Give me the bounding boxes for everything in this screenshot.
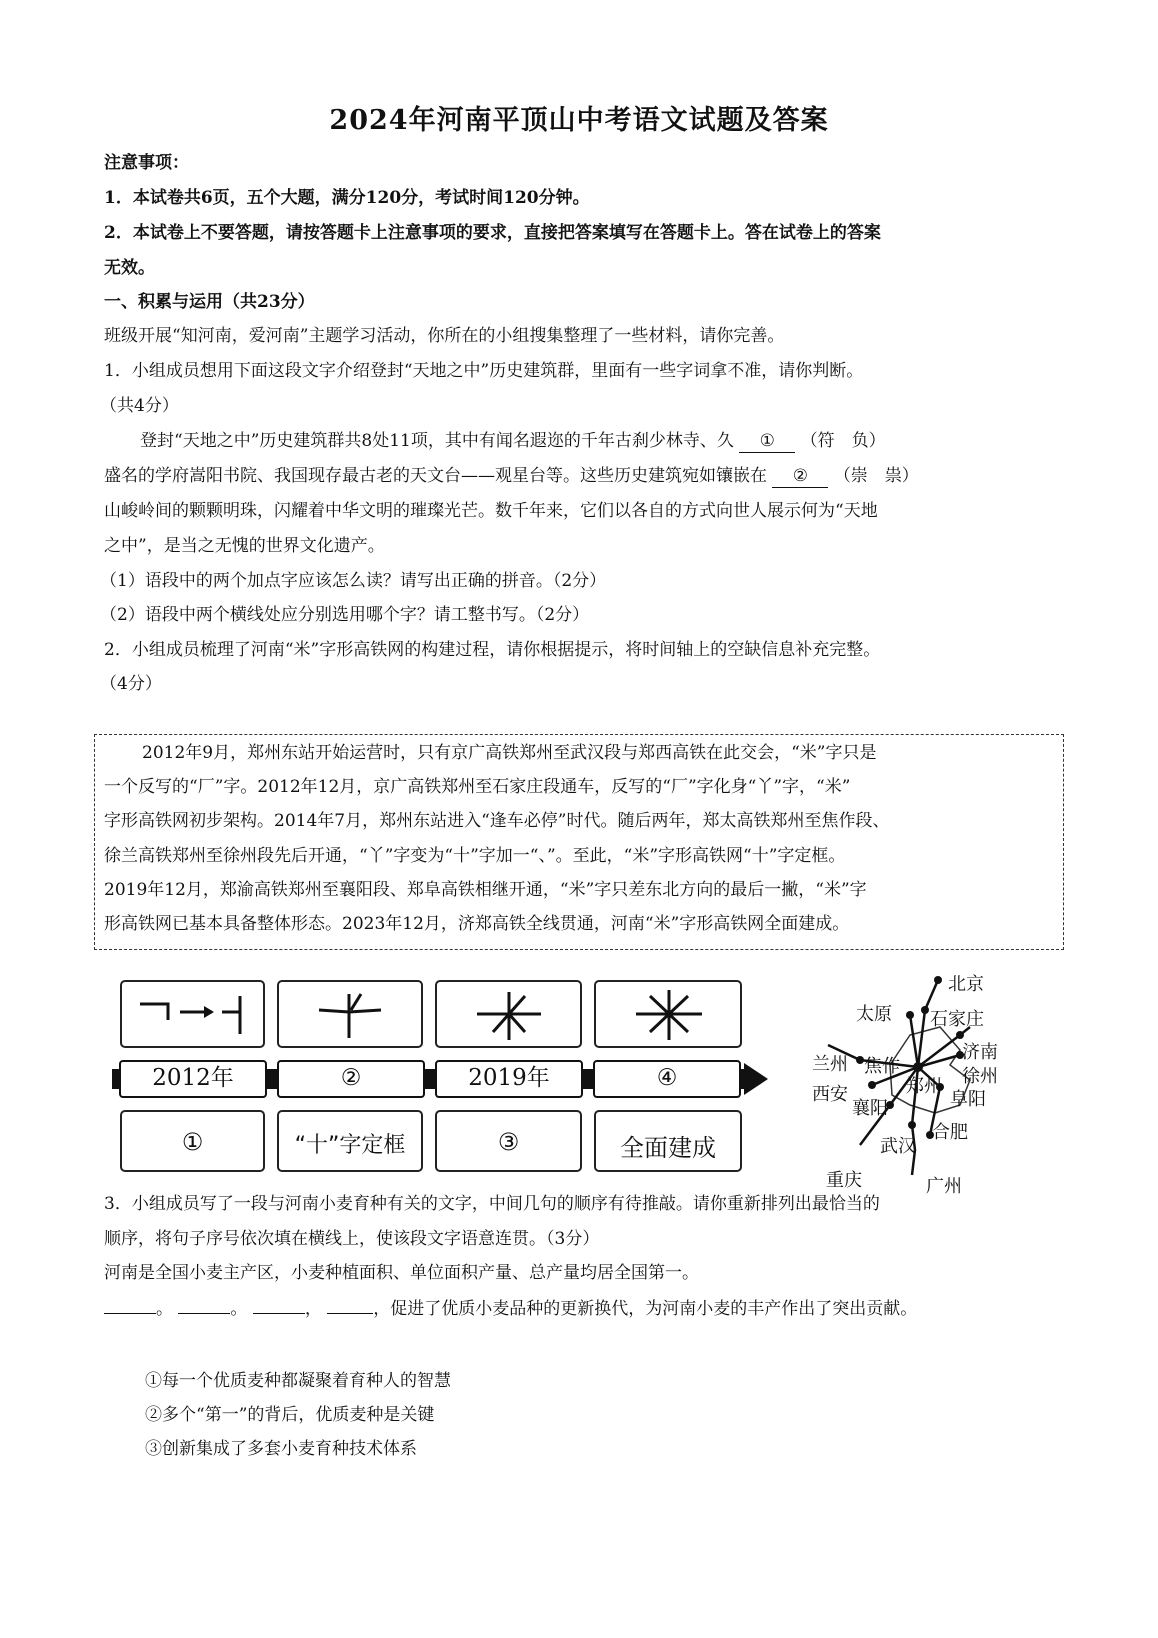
q1-passage-line-2: [104, 465, 919, 488]
q3-option-3: ③创新集成了多套小麦育种技术体系: [145, 1439, 417, 1459]
q2-box-line-4: 徐兰高铁郑州至徐州段先后开通，“丫”字变为“十”字加一“、”。至此，“米”字形高铁网“十”字定框。: [104, 846, 846, 866]
notice-item-1: 1．本试卷共6页，五个大题，满分120分，考试时间120分钟。: [104, 188, 590, 208]
notice-heading: 注意事项：: [104, 153, 189, 173]
q2-score: （4分）: [100, 674, 162, 694]
q1-stem: 1．小组成员想用下面这段文字介绍登封“天地之中”历史建筑群，里面有一些字词拿不准，请你判断。: [104, 361, 864, 381]
glyph-box-2: [277, 980, 423, 1048]
timeline-node-2: ②: [340, 1065, 362, 1091]
q1-sub-2: （2）语段中两个横线处应分别选用哪个字？请工整书写。（2分）: [100, 605, 590, 625]
map-label-lanzhou: 兰州: [812, 1054, 848, 1075]
glyph-mi-icon: [596, 982, 740, 1046]
q1-passage-line-3: 山峻岭间的颗颗明珠，闪耀着中华文明的璀璨光芒。数千年来，它们以各自的方式向世人展示何为“天地: [104, 501, 878, 521]
glyph-box-4: [594, 980, 742, 1048]
punct: 。: [230, 1299, 248, 1319]
q2-box-line-6: 形高铁网已基本具备整体形态。2023年12月，济郑高铁全线贯通，河南“米”字形高铁网全面建成。: [104, 914, 850, 934]
notice-item-2: 2．本试卷上不要答题，请按答题卡上注意事项的要求，直接把答案填写在答题卡上。答在试卷上的答案: [104, 223, 881, 243]
q2-box-line-1: 2012年9月，郑州东站开始运营时，只有京广高铁郑州至武汉段与郑西高铁在此交会，“米”字只是: [142, 743, 877, 763]
timeline-info-3: [435, 1110, 582, 1172]
timeline-info-2-text: “十”字定框: [294, 1133, 406, 1158]
map-label-xuzhou: 徐州: [962, 1066, 998, 1087]
q1-passage-text: 登封“天地之中”历史建筑群共8处11项，其中有闻名遐迩的千年古刹少林寺、久: [140, 431, 734, 451]
timeline-info-1: [120, 1110, 265, 1172]
answer-blank-1[interactable]: [104, 1313, 156, 1314]
timeline-info-2: [277, 1110, 423, 1172]
notice-item-2-cont: 无效。: [104, 258, 155, 278]
map-label-xiangyang: 襄阳: [852, 1098, 888, 1119]
timeline-info-3-text: ③: [497, 1128, 520, 1156]
page-title: 2024年河南平顶山中考语文试题及答案: [329, 105, 829, 136]
blank-2: ②: [772, 465, 828, 488]
blank-1-options: （符 负）: [800, 431, 886, 451]
timeline-info-1-text: ①: [181, 1128, 204, 1156]
glyph-ya-icon: [279, 982, 421, 1046]
section-intro: 班级开展“知河南，爱河南”主题学习活动，你所在的小组搜集整理了一些材料，请你完善。: [104, 326, 785, 346]
timeline-info-4-text: 全面建成: [620, 1134, 716, 1162]
q3-lead: 河南是全国小麦主产区，小麦种植面积、单位面积产量、总产量均居全国第一。: [104, 1263, 699, 1283]
q3-stem: 3．小组成员写了一段与河南小麦育种有关的文字，中间几句的顺序有待推敲。请你重新排列出最恰当的: [104, 1194, 880, 1214]
punct: 。: [156, 1299, 173, 1319]
section-heading: 一、积累与运用（共23分）: [104, 292, 315, 312]
q1-passage-text: 盛名的学府嵩阳书院、我国现存最古老的天文台——观星台等。这些历史建筑宛如镶嵌在: [104, 466, 767, 486]
map-label-shijiazhuang: 石家庄: [930, 1009, 984, 1030]
map-label-beijing: 北京: [948, 974, 984, 995]
glyph-box-3: [435, 980, 582, 1048]
q2-box-line-3: 字形高铁网初步架构。2014年7月，郑州东站进入“逢车必停”时代。随后两年，郑太高铁郑州至焦作段、: [104, 811, 890, 831]
timeline-node-3: 2019年: [468, 1065, 550, 1091]
blank-1: ①: [739, 430, 795, 453]
answer-blank-4[interactable]: [327, 1313, 373, 1314]
glyph-reversed-chang-icon: [122, 982, 263, 1046]
answer-blank-2[interactable]: [178, 1313, 230, 1314]
timeline-node-4: ④: [656, 1065, 678, 1091]
map-label-hefei: 合肥: [932, 1122, 968, 1143]
map-label-wuhan: 武汉: [880, 1136, 916, 1157]
answer-blank-3[interactable]: [253, 1313, 305, 1314]
q1-score: （共4分）: [100, 396, 179, 416]
blank-2-options: （崇 祟）: [833, 466, 919, 486]
q3-stem-cont: 顺序，将句子序号依次填在横线上，使该段文字语意连贯。（3分）: [104, 1229, 600, 1249]
q2-box-line-5: 2019年12月，郑渝高铁郑州至襄阳段、郑阜高铁相继开通，“米”字只差东北方向的最后一撇，“米”字: [104, 880, 867, 900]
map-label-taiyuan: 太原: [856, 1004, 892, 1025]
q3-option-2: ②多个“第一”的背后，优质麦种是关键: [145, 1405, 435, 1425]
map-label-fuyang: 阜阳: [950, 1089, 986, 1110]
map-label-jinan: 济南: [962, 1042, 998, 1063]
q3-tail: ，促进了优质小麦品种的更新换代，为河南小麦的丰产作出了突出贡献。: [373, 1299, 918, 1319]
map-label-chongqing: 重庆: [826, 1170, 862, 1191]
q2-stem: 2．小组成员梳理了河南“米”字形高铁网的构建过程，请你根据提示，将时间轴上的空缺信息补充完整。: [104, 640, 881, 660]
punct: ，: [304, 1299, 322, 1319]
q1-sub-1: （1）语段中的两个加点字应该怎么读？请写出正确的拼音。（2分）: [100, 571, 607, 591]
q1-passage-line-1: [140, 430, 886, 453]
map-label-guangzhou: 广州: [926, 1176, 962, 1197]
timeline-info-4: [594, 1110, 742, 1172]
map-label-jiaozuo: 焦作: [864, 1056, 900, 1077]
q3-answer-line: [104, 1298, 917, 1320]
glyph-box-1: [120, 980, 265, 1048]
q1-passage-line-4: 之中”，是当之无愧的世界文化遗产。: [104, 536, 385, 556]
q2-box-line-2: 一个反写的“厂”字。2012年12月，京广高铁郑州至石家庄段通车，反写的“厂”字化身“丫”字，“米”: [104, 777, 851, 797]
q3-option-1: ①每一个优质麦种都凝聚着育种人的智慧: [145, 1371, 451, 1391]
map-label-xian: 西安: [812, 1084, 848, 1105]
map-label-zhengzhou: 郑州: [906, 1076, 942, 1097]
timeline-node-1: 2012年: [152, 1065, 234, 1091]
glyph-near-mi-icon: [437, 982, 580, 1046]
